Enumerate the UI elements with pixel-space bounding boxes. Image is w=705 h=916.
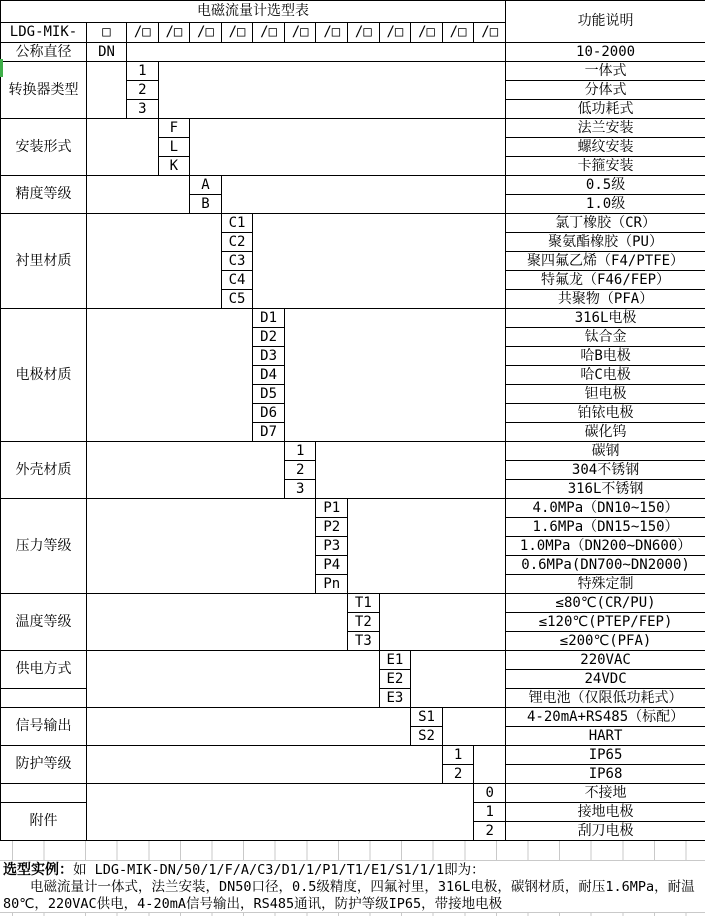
empty-region bbox=[158, 62, 505, 119]
section-row bbox=[1, 651, 705, 670]
option-description-cell: HART bbox=[506, 727, 705, 746]
section-label-empty-cell bbox=[1, 784, 87, 803]
table-title: 电磁流量计选型表 bbox=[1, 1, 506, 23]
option-description-cell: 锂电池（仅限低功耗式） bbox=[506, 689, 705, 708]
empty-region bbox=[87, 651, 380, 708]
option-code-cell: 1 bbox=[474, 803, 506, 822]
empty-region bbox=[87, 708, 411, 746]
option-description-cell: 0.5级 bbox=[506, 176, 705, 195]
option-code-cell: Pn bbox=[316, 575, 348, 594]
option-description-cell: ≤200℃(PFA) bbox=[506, 632, 705, 651]
section-row bbox=[1, 442, 705, 461]
option-description-cell: 316L不锈钢 bbox=[506, 480, 705, 499]
code-box-cell: □ bbox=[87, 23, 127, 43]
option-code-cell: D5 bbox=[253, 385, 285, 404]
empty-region bbox=[379, 594, 505, 651]
option-code-cell: C2 bbox=[221, 233, 253, 252]
option-description-cell: 特殊定制 bbox=[506, 575, 705, 594]
section-label: 电极材质 bbox=[1, 309, 87, 442]
empty-region bbox=[87, 214, 222, 309]
nominal-diameter-desc: 10-2000 bbox=[506, 43, 705, 62]
option-description-cell: 24VDC bbox=[506, 670, 705, 689]
option-code-cell: D3 bbox=[253, 347, 285, 366]
option-description-cell: 4.0MPa（DN10~150） bbox=[506, 499, 705, 518]
option-description-cell: 304不锈钢 bbox=[506, 461, 705, 480]
option-code-cell: E3 bbox=[379, 689, 411, 708]
option-description-cell: 螺纹安装 bbox=[506, 138, 705, 157]
empty-region bbox=[87, 746, 443, 784]
option-code-cell: S1 bbox=[411, 708, 443, 727]
option-description-cell: 220VAC bbox=[506, 651, 705, 670]
section-row bbox=[1, 119, 705, 138]
option-code-cell: 2 bbox=[284, 461, 316, 480]
section-label: 压力等级 bbox=[1, 499, 87, 594]
section-label: 附件 bbox=[1, 803, 87, 841]
option-code-cell: D7 bbox=[253, 423, 285, 442]
option-description-cell: 316L电极 bbox=[506, 309, 705, 328]
option-description-cell: 碳钢 bbox=[506, 442, 705, 461]
option-code-cell: P3 bbox=[316, 537, 348, 556]
option-description-cell: 特氟龙（F46/FEP） bbox=[506, 271, 705, 290]
example-description: 电磁流量计一体式，法兰安装，DN50口径，0.5级精度，四氟衬里，316L电极，碳钢材质，耐压1.6MPa，耐温80℃，220VAC供电，4-20mA信号输出，RS485通讯，防护等级IP65，带接地电极 bbox=[3, 878, 695, 912]
empty-region bbox=[87, 784, 474, 841]
code-box-cell: /□ bbox=[221, 23, 253, 43]
option-description-cell: 氯丁橡胶（CR） bbox=[506, 214, 705, 233]
option-description-cell: ≤120℃(PTEP/FEP) bbox=[506, 613, 705, 632]
option-code-cell: 3 bbox=[284, 480, 316, 499]
option-code-cell: A bbox=[190, 176, 222, 195]
example-model-string: 如 LDG-MIK-DN/50/1/F/A/C3/D1/1/P1/T1/E1/S1/1/1即为： bbox=[73, 862, 485, 878]
empty-region bbox=[127, 43, 506, 62]
option-description-cell: 共聚物（PFA） bbox=[506, 290, 705, 309]
section-row bbox=[1, 309, 705, 328]
code-box-cell: /□ bbox=[190, 23, 222, 43]
nominal-diameter-code-cell: DN bbox=[87, 43, 127, 62]
section-row bbox=[1, 708, 705, 727]
option-description-cell: 接地电极 bbox=[506, 803, 705, 822]
option-code-cell: B bbox=[190, 195, 222, 214]
section-label: 转换器类型 bbox=[1, 62, 87, 119]
empty-region bbox=[87, 499, 316, 594]
option-code-cell: T1 bbox=[348, 594, 380, 613]
option-description-cell: IP65 bbox=[506, 746, 705, 765]
empty-region bbox=[221, 176, 505, 214]
option-code-cell: 3 bbox=[127, 100, 159, 119]
code-box-cell: /□ bbox=[284, 23, 316, 43]
option-description-cell: 不接地 bbox=[506, 784, 705, 803]
section-row bbox=[1, 746, 705, 765]
empty-region bbox=[253, 214, 506, 309]
option-code-cell: F bbox=[158, 119, 190, 138]
section-row bbox=[1, 784, 705, 803]
empty-region bbox=[87, 62, 127, 119]
section-row bbox=[1, 62, 705, 81]
section-row bbox=[1, 214, 705, 233]
option-code-cell: 0 bbox=[474, 784, 506, 803]
option-code-cell: 2 bbox=[127, 81, 159, 100]
nominal-diameter-row bbox=[1, 43, 705, 62]
option-description-cell: 低功耗式 bbox=[506, 100, 705, 119]
code-box-cell: /□ bbox=[411, 23, 443, 43]
option-code-cell: T3 bbox=[348, 632, 380, 651]
option-code-cell: P2 bbox=[316, 518, 348, 537]
option-description-cell: 哈B电极 bbox=[506, 347, 705, 366]
selection-table-body bbox=[1, 1, 705, 841]
empty-region bbox=[348, 499, 506, 594]
option-description-cell: IP68 bbox=[506, 765, 705, 784]
empty-gridline-row bbox=[0, 841, 705, 861]
option-code-cell: S2 bbox=[411, 727, 443, 746]
code-box-cell: /□ bbox=[253, 23, 285, 43]
option-code-cell: 2 bbox=[474, 822, 506, 841]
option-code-cell: D2 bbox=[253, 328, 285, 347]
code-box-cell: /□ bbox=[442, 23, 474, 43]
option-description-cell: 铂铱电极 bbox=[506, 404, 705, 423]
bottom-gridline-sliver bbox=[0, 912, 705, 916]
option-code-cell: E2 bbox=[379, 670, 411, 689]
option-code-cell: K bbox=[158, 157, 190, 176]
section-row bbox=[1, 499, 705, 518]
section-label: 温度等级 bbox=[1, 594, 87, 651]
left-edge-green-marker bbox=[0, 59, 3, 77]
section-label: 安装形式 bbox=[1, 119, 87, 176]
option-description-cell: 聚氨酯橡胶（PU） bbox=[506, 233, 705, 252]
option-description-cell: 法兰安装 bbox=[506, 119, 705, 138]
option-code-cell: L bbox=[158, 138, 190, 157]
empty-region bbox=[87, 594, 348, 651]
section-label: 供电方式 bbox=[1, 651, 87, 689]
code-box-cell: /□ bbox=[348, 23, 380, 43]
option-description-cell: 0.6MPa(DN700~DN2000) bbox=[506, 556, 705, 575]
code-box-cell: /□ bbox=[316, 23, 348, 43]
section-label: 防护等级 bbox=[1, 746, 87, 784]
code-box-cell: /□ bbox=[158, 23, 190, 43]
option-description-cell: 刮刀电极 bbox=[506, 822, 705, 841]
option-code-cell: D6 bbox=[253, 404, 285, 423]
option-code-cell: C1 bbox=[221, 214, 253, 233]
model-prefix-cell: LDG-MIK- bbox=[1, 23, 87, 43]
option-code-cell: E1 bbox=[379, 651, 411, 670]
section-label: 信号输出 bbox=[1, 708, 87, 746]
empty-region bbox=[87, 309, 253, 442]
section-label: 衬里材质 bbox=[1, 214, 87, 309]
example-heading-line bbox=[3, 862, 702, 879]
option-description-cell: 一体式 bbox=[506, 62, 705, 81]
option-description-cell: 分体式 bbox=[506, 81, 705, 100]
option-code-cell: 2 bbox=[442, 765, 474, 784]
option-code-cell: C3 bbox=[221, 252, 253, 271]
nominal-diameter-label: 公称直径 bbox=[1, 43, 87, 62]
option-description-cell: 1.0MPa（DN200~DN600） bbox=[506, 537, 705, 556]
empty-region bbox=[474, 746, 506, 784]
empty-region bbox=[87, 442, 285, 499]
section-label: 外壳材质 bbox=[1, 442, 87, 499]
option-description-cell: 1.6MPa（DN15~150） bbox=[506, 518, 705, 537]
option-description-cell: 聚四氟乙烯（F4/PTFE） bbox=[506, 252, 705, 271]
empty-region bbox=[411, 651, 506, 708]
title-row bbox=[1, 1, 705, 23]
code-box-cell: /□ bbox=[127, 23, 159, 43]
option-description-cell: 4-20mA+RS485（标配） bbox=[506, 708, 705, 727]
empty-region bbox=[190, 119, 506, 176]
option-code-cell: 1 bbox=[284, 442, 316, 461]
option-description-cell: 钽电极 bbox=[506, 385, 705, 404]
empty-region bbox=[87, 176, 190, 214]
section-row bbox=[1, 594, 705, 613]
option-code-cell: D1 bbox=[253, 309, 285, 328]
option-code-cell: P1 bbox=[316, 499, 348, 518]
option-code-cell: C4 bbox=[221, 271, 253, 290]
empty-region bbox=[316, 442, 506, 499]
option-code-cell: 1 bbox=[442, 746, 474, 765]
empty-region bbox=[442, 708, 505, 746]
option-description-cell: 钛合金 bbox=[506, 328, 705, 347]
option-code-cell: T2 bbox=[348, 613, 380, 632]
option-code-cell: D4 bbox=[253, 366, 285, 385]
empty-region bbox=[87, 119, 159, 176]
selection-example bbox=[0, 861, 705, 912]
option-code-cell: C5 bbox=[221, 290, 253, 309]
option-code-cell: 1 bbox=[127, 62, 159, 81]
function-description-header: 功能说明 bbox=[506, 1, 705, 43]
option-description-cell: 卡箍安装 bbox=[506, 157, 705, 176]
section-label-empty-cell bbox=[1, 689, 87, 708]
option-code-cell: P4 bbox=[316, 556, 348, 575]
option-description-cell: 1.0级 bbox=[506, 195, 705, 214]
empty-region bbox=[284, 309, 505, 442]
option-description-cell: 碳化钨 bbox=[506, 423, 705, 442]
example-heading-label: 选型实例： bbox=[3, 862, 73, 878]
section-label: 精度等级 bbox=[1, 176, 87, 214]
code-box-cell: /□ bbox=[379, 23, 411, 43]
section-row bbox=[1, 176, 705, 195]
option-description-cell: ≤80℃(CR/PU) bbox=[506, 594, 705, 613]
option-description-cell: 哈C电极 bbox=[506, 366, 705, 385]
code-box-cell: /□ bbox=[474, 23, 506, 43]
